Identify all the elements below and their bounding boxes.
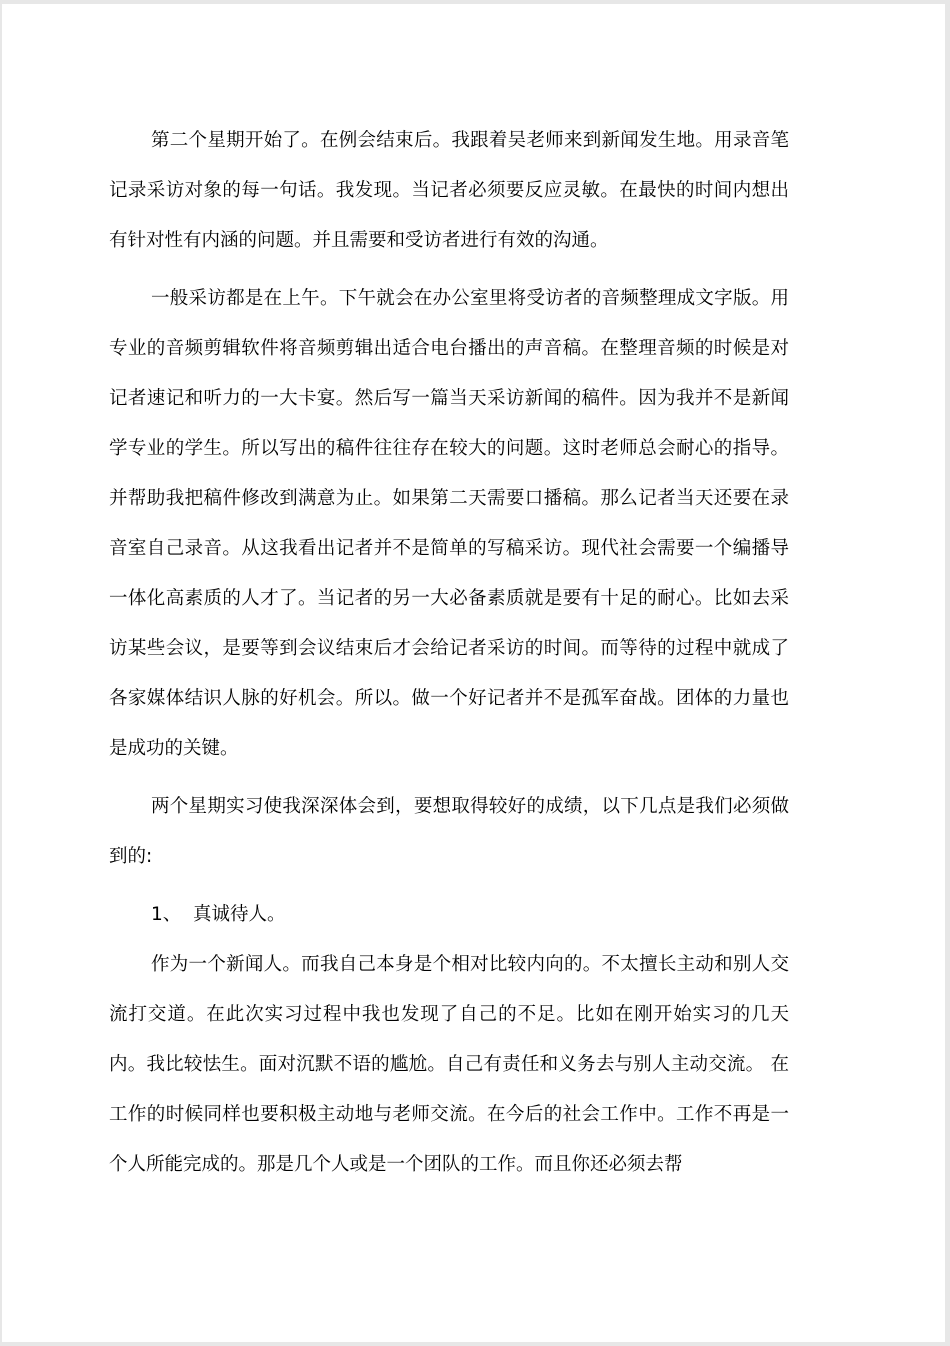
paragraph-3: 两个星期实习使我深深体会到，要想取得较好的成绩，以下几点是我们必须做到的:: [109, 796, 789, 867]
document-page: [2, 4, 945, 1342]
body-text: [109, 116, 789, 1190]
list-item-number: 1、: [151, 904, 182, 925]
list-item-1: [109, 890, 789, 940]
list-item-text: 真诚待人。: [193, 904, 286, 925]
paragraph-2: 一般采访都是在上午。下午就会在办公室里将受访者的音频整理成文字版。用专业的音频剪辑软件将音频剪辑出适合电台播出的声音稿。在整理音频的时候是对记者速记和听力的一大卡宴。然后写一篇当天采访新闻的稿件。因为我并不是新闻学专业的学生。所以写出的稿件往往存在较大的问题。这时老师总会耐心的指导。并帮助我把稿件修改到满意为止。如果第二天需要口播稿。那么记者当天还要在录音室自己录音。从这我看出记者并不是简单的写稿采访。现代社会需要一个编播导一体化高素质的人才了。当记者的另一大必备素质就是要有十足的耐心。比如去采访某些会议，是要等到会议结束后才会给记者采访的时间。而等待的过程中就成了各家媒体结识人脉的好机会。所以。做一个好记者并不是孤军奋战。团体的力量也是成功的关键。: [109, 288, 789, 759]
paragraph-1: 第二个星期开始了。在例会结束后。我跟着吴老师来到新闻发生地。用录音笔记录采访对象的每一句话。我发现。当记者必须要反应灵敏。在最快的时间内想出有针对性有内涵的问题。并且需要和受访者进行有效的沟通。: [109, 130, 789, 251]
paragraph-4: 作为一个新闻人。而我自己本身是个相对比较内向的。不太擅长主动和别人交流打交道。在此次实习过程中我也发现了自己的不足。比如在刚开始实习的几天内。我比较怯生。面对沉默不语的尴尬。自己有责任和义务去与别人主动交流。 在工作的时候同样也要积极主动地与老师交流。在今后的社会工作中。工作不再是一个人所能完成的。那是几个人或是一个团队的工作。而且你还必须去帮: [109, 954, 789, 1175]
